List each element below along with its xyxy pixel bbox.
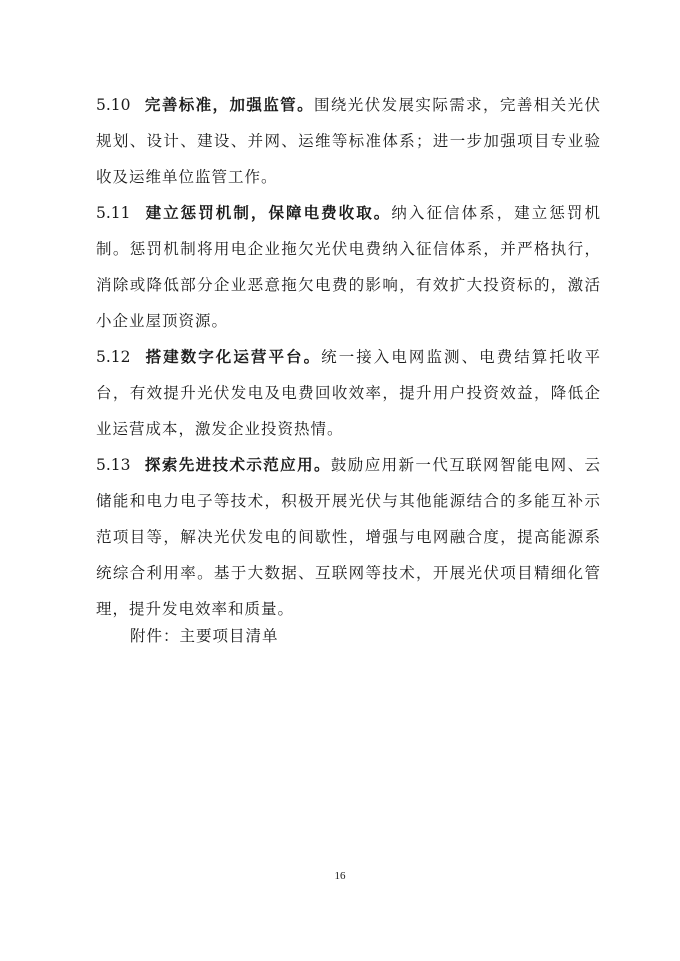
section-body: 围绕光伏发展实际需求，完善相关光伏规划、设计、建设、并网、运维等标准体系；进一步加强项目专业验收及运维单位监管工作。: [96, 96, 601, 186]
body-text: [96, 87, 601, 627]
section-heading: 搭建数字化运营平台。: [144, 347, 322, 366]
section-heading: 探索先进技术示范应用。: [144, 455, 331, 474]
section-body: 鼓励应用新一代互联网智能电网、云储能和电力电子等技术，积极开展光伏与其他能源结合的多能互补示范项目等，解决光伏发电的间歇性，增强与电网融合度，提高能源系统综合利用率。基于大数据、互联网等技术，开展光伏项目精细化管理，提升发电效率和质量。: [96, 456, 601, 618]
page-number: 16: [334, 870, 346, 882]
section-number: 5.10: [96, 96, 131, 114]
section-5-10: [96, 87, 601, 195]
section-number: 5.13: [96, 456, 131, 474]
section-heading: 完善标准，加强监管。: [144, 95, 314, 114]
section-5-13: [96, 447, 601, 627]
section-body: 纳入征信体系，建立惩罚机制。惩罚机制将用电企业拖欠光伏电费纳入征信体系，并严格执行，消除或降低部分企业恶意拖欠电费的影响，有效扩大投资标的，激活小企业屋顶资源。: [96, 204, 601, 330]
section-body: 统一接入电网监测、电费结算托收平台，有效提升光伏发电及电费回收效率，提升用户投资效益，降低企业运营成本，激发企业投资热情。: [96, 348, 601, 438]
section-5-12: [96, 339, 601, 447]
section-5-11: [96, 195, 601, 339]
section-number: 5.12: [96, 348, 131, 366]
attachment-note: 附件：主要项目清单: [130, 627, 279, 645]
section-heading: 建立惩罚机制，保障电费收取。: [144, 203, 392, 222]
section-number: 5.11: [96, 204, 131, 222]
